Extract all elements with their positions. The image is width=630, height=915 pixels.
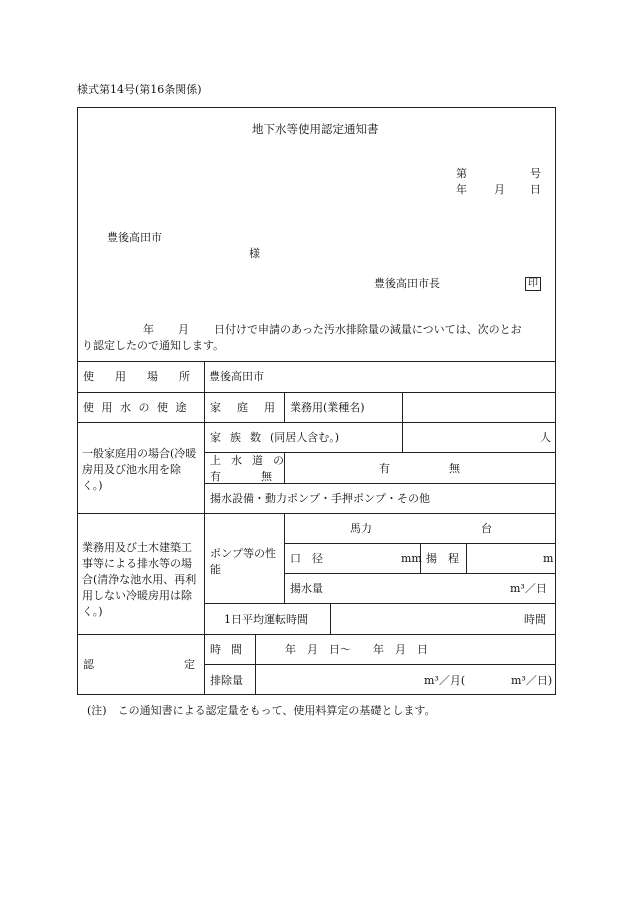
business-label: 業務用及び土木建築工事等による排水等の場合(清浄な池水用、再利用しない冷暖房用は除く。)	[82, 541, 197, 618]
document-title: 地下水等使用認定通知書	[252, 122, 379, 136]
date-year: 年	[456, 183, 467, 196]
pump-perf-label: ポンプ等の性能	[210, 547, 276, 576]
date-month: 月	[494, 183, 505, 196]
place-label	[83, 370, 211, 383]
pump-volume-label: 揚水量	[290, 582, 323, 595]
use-label: 使用水の使途	[83, 401, 194, 414]
place-value: 豊後高田市	[209, 370, 264, 383]
time-label: 時間	[210, 643, 252, 656]
avg-run-label: 1日平均運転時間	[224, 613, 308, 626]
approval-label-1	[83, 659, 285, 670]
waterworks-label-2: 有無	[210, 470, 312, 483]
discharge-unit-day: m³／日)	[511, 674, 553, 687]
pumping-equipment: 揚水設備・動力ポンプ・手押ポンプ・その他	[210, 492, 430, 505]
col-line	[330, 603, 331, 634]
waterworks-no: 無	[449, 462, 460, 475]
household-label: 一般家庭用の場合(冷暖房用及び池水用を除く。)	[82, 447, 197, 492]
body-text: 日付けで申請のあった汚水排除量の減量については、次のとお	[214, 323, 522, 336]
doc-no-go: 号	[530, 167, 541, 180]
family-label: 家族数	[210, 431, 270, 444]
row-line	[204, 452, 556, 453]
bore-label: 口径	[290, 552, 334, 565]
family-unit: 人	[540, 431, 551, 444]
body-text-line2: り認定したので通知します。	[82, 339, 225, 352]
place-label-text: 使用場所	[83, 370, 211, 383]
row-line	[204, 483, 556, 484]
seal-mark: 印	[525, 277, 541, 291]
waterworks-label-1: 上水道の	[210, 454, 294, 467]
m-unit: m	[543, 552, 554, 565]
sender-name: 豊後高田市長	[374, 277, 440, 290]
row-line	[77, 422, 556, 423]
form-number: 様式第14号(第16条関係)	[77, 83, 202, 96]
row-line	[204, 603, 556, 604]
row-line	[77, 513, 556, 514]
body-year: 年	[143, 323, 154, 336]
discharge-label: 排除量	[210, 674, 243, 687]
discharge-unit-month: m³／月(	[424, 674, 466, 687]
col-line	[204, 361, 205, 695]
waterworks-yes: 有	[379, 462, 390, 475]
use-domestic: 家庭用	[210, 401, 291, 414]
doc-no-dai: 第	[456, 167, 467, 180]
col-line	[402, 392, 403, 452]
body-month: 月	[178, 323, 189, 336]
hours-unit: 時間	[524, 613, 546, 626]
head-label: 揚程	[426, 552, 470, 565]
approval-period: 年 月 日〜 年 月 日	[285, 643, 428, 656]
row-line	[77, 392, 556, 393]
use-business: 業務用(業種名)	[290, 401, 365, 414]
mm-unit: mm	[401, 552, 422, 565]
horsepower-label: 馬力	[350, 522, 372, 535]
footnote: (注) この通知書による認定量をもって、使用料算定の基礎とします。	[87, 704, 436, 717]
approval-label-text: 認定	[83, 658, 285, 671]
row-line	[284, 573, 556, 574]
col-line	[284, 513, 285, 603]
row-line	[77, 361, 556, 362]
addressee-city: 豊後高田市	[107, 231, 162, 244]
addressee-sama: 様	[249, 247, 260, 260]
volume-unit: m³／日	[510, 582, 547, 595]
date-day: 日	[530, 183, 541, 196]
units-label: 台	[481, 522, 492, 535]
row-line	[77, 634, 556, 635]
family-note: (同居人含む。)	[270, 431, 340, 444]
